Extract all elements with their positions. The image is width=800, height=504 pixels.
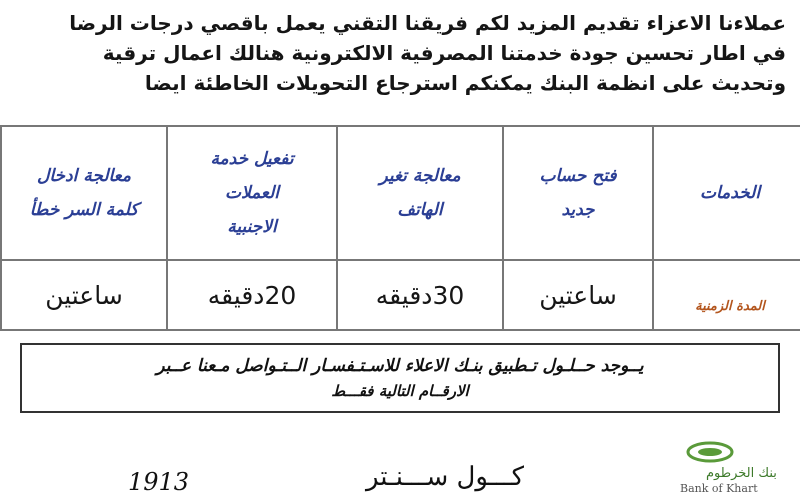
services-header-row	[1, 126, 800, 260]
service-1-line-1: فتح حساب	[539, 166, 617, 186]
intro-line-2: في اطار تحسين جودة خدمتنا المصرفية الالكترونية هنالك اعمال ترقية	[102, 41, 786, 65]
service-3-line-3: الاجنبية	[227, 217, 277, 237]
time-label-cell	[653, 260, 800, 330]
intro-line-3: وتحديث على انظمة البنك يمكنكم استرجاع التحويلات الخاطئة ايضا	[144, 71, 786, 95]
notice-line-2: الارقــام التالية فقـــط	[331, 382, 469, 400]
services-time-row	[1, 260, 800, 330]
services-label-cell	[653, 126, 800, 260]
time-label: المدة الزمنية	[695, 298, 765, 314]
service-4-line-1: معالجة ادخال	[36, 166, 131, 186]
service-3-line-1: تفعيل خدمة	[210, 149, 294, 169]
service-foreign-currency	[167, 126, 337, 260]
services-label: الخدمات	[699, 183, 761, 203]
service-change-phone	[337, 126, 503, 260]
bank-arabic-name: بنك الخرطوم	[706, 466, 777, 481]
call-center-label: كـــول ســـنـتر	[365, 462, 525, 492]
service-2-line-1: معالجة تغير	[379, 166, 461, 186]
service-3-line-2: العملات	[224, 183, 280, 203]
call-center-number: 1913	[128, 468, 190, 496]
service-wrong-password	[1, 126, 167, 260]
bank-english-name: Bank of Khart	[680, 482, 758, 495]
service-1-time-cell	[503, 260, 653, 330]
service-3-time-cell	[167, 260, 337, 330]
service-2-time: 30دقيقه	[375, 280, 465, 310]
service-2-line-2: الهاتف	[397, 200, 443, 220]
intro-text	[6, 8, 786, 98]
contact-notice-box	[20, 343, 780, 413]
service-2-time-cell	[337, 260, 503, 330]
service-open-account	[503, 126, 653, 260]
service-1-time: ساعتين	[539, 280, 617, 310]
service-4-time: ساعتين	[45, 280, 123, 310]
notice-line-1: يــوجد حــلـول تـطبيق بنـك الاعلاء للاسـتـفسـار الــتـواصل مـعنا عــبر	[156, 356, 644, 376]
service-4-time-cell	[1, 260, 167, 330]
service-1-line-2: جديد	[561, 200, 595, 220]
service-3-time: 20دقيقه	[207, 280, 297, 310]
bank-logo	[676, 436, 800, 500]
intro-line-1: عملاءنا الاعزاء تقديم المزيد لكم فريقنا التقني يعمل باقصي درجات الرضا	[69, 11, 786, 35]
services-table	[0, 125, 800, 331]
service-4-line-2: كلمة السر خطأ	[29, 200, 139, 220]
